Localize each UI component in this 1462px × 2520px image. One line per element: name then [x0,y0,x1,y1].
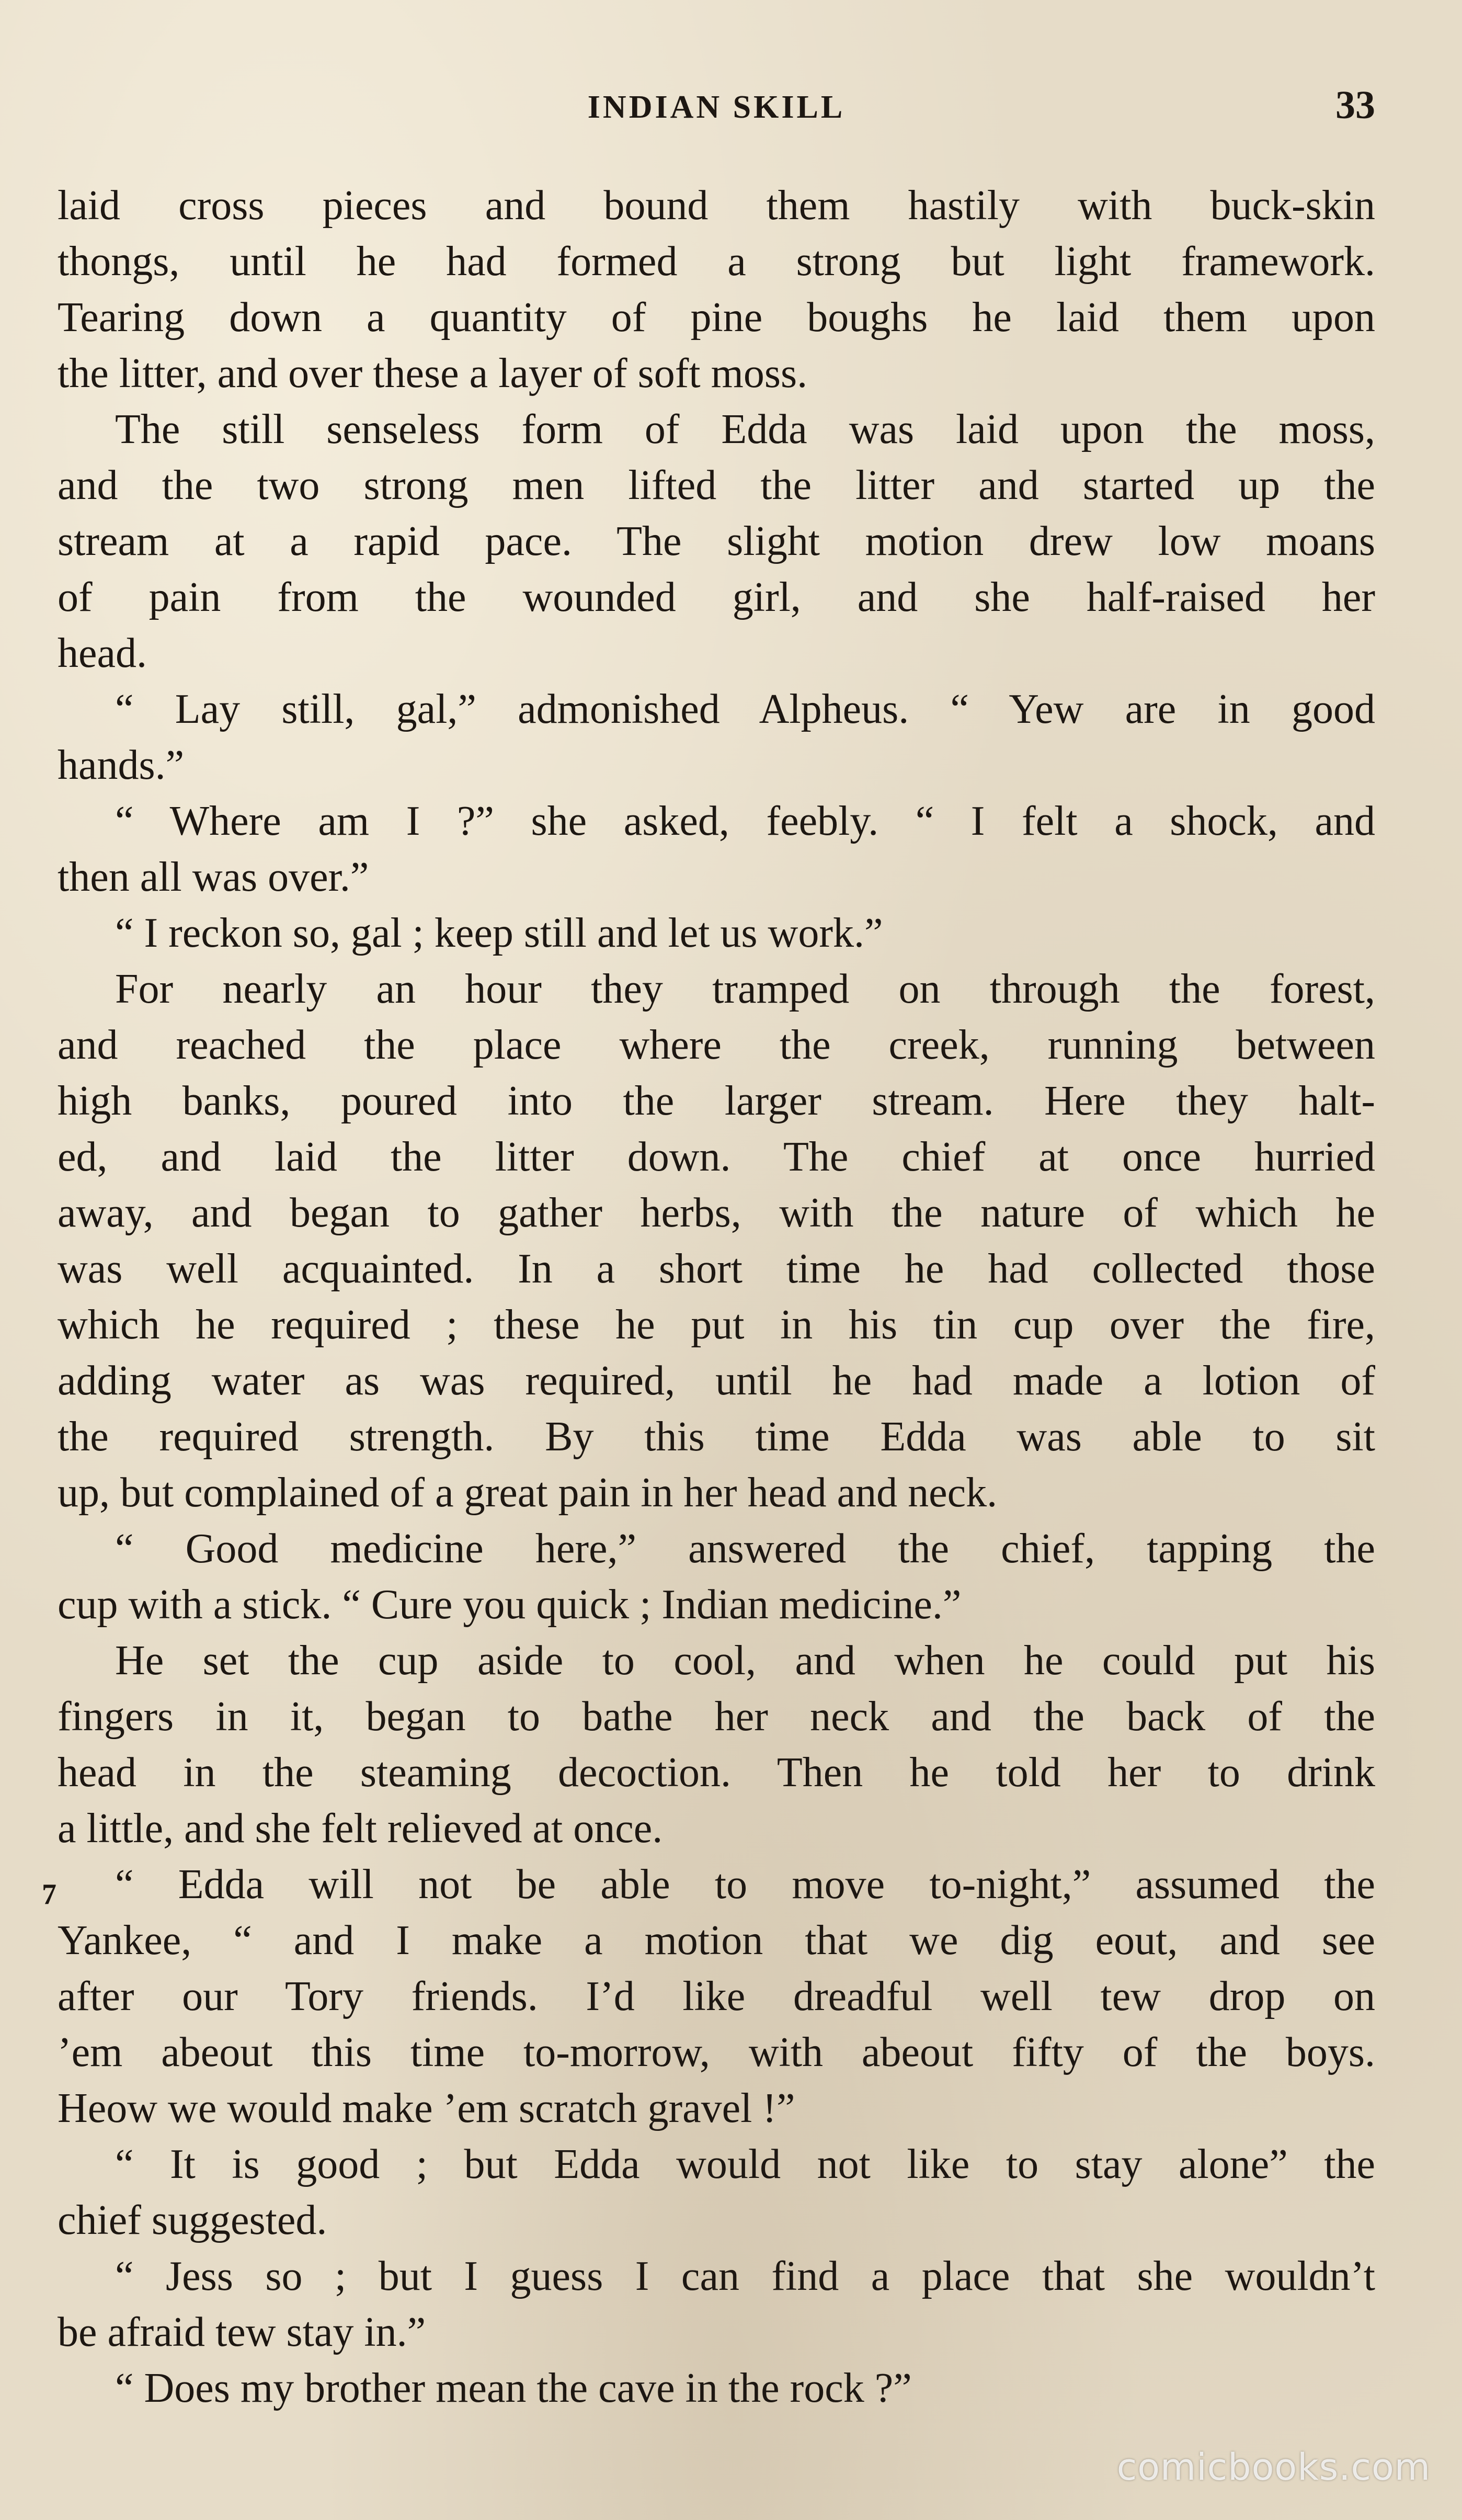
text-line: “ It is good ; but Edda would not like to stay alone” the [115,2141,1375,2187]
text-line: The still senseless form of Edda was laid upon the moss, [115,406,1375,452]
text-line: thongs, until he had formed a strong but light framework. [58,239,1375,285]
text-line: then all was over.” [58,854,369,900]
page-number: 33 [1335,83,1375,127]
text-line: Tearing down a quantity of pine boughs he laid them upon [58,294,1375,340]
watermark-logo: comicbooks.com [1116,2446,1431,2489]
text-line: head. [58,630,147,676]
body-text [58,178,1375,2416]
text-line: hands.” [58,742,185,788]
text-line: up, but complained of a great pain in her head and neck. [58,1470,998,1516]
text-line: chief suggested. [58,2197,327,2243]
text-line: “ Where am I ?” she asked, feebly. “ I felt a shock, and [115,798,1375,844]
text-line: “ Lay still, gal,” admonished Alpheus. “ Yew are in good [115,686,1375,732]
text-line: of pain from the wounded girl, and she half-raised her [58,574,1375,620]
text-line: the required strength. By this time Edda was able to sit [58,1414,1375,1460]
text-line: ’em abeout this time to-morrow, with abeout fifty of the boys. [58,2029,1375,2075]
margin-mark: 7 [42,1878,56,1911]
text-line: which he required ; these he put in his tin cup over the fire, [58,1302,1375,1348]
text-line: adding water as was required, until he had made a lotion of [58,1358,1375,1404]
text-line: was well acquainted. In a short time he had collected those [58,1246,1375,1292]
text-line: “ Jess so ; but I guess I can find a place that she wouldn’t [115,2253,1375,2299]
text-line: laid cross pieces and bound them hastily with buck-skin [58,183,1375,229]
text-line: high banks, poured into the larger stream. Here they halt- [58,1078,1375,1124]
text-line: fingers in it, began to bathe her neck and the back of the [58,1694,1375,1740]
text-line: Heow we would make ’em scratch gravel !” [58,2085,795,2131]
text-line: and the two strong men lifted the litter and started up the [58,462,1375,508]
text-line: head in the steaming decoction. Then he told her to drink [58,1750,1375,1796]
text-line: a little, and she felt relieved at once. [58,1806,663,1852]
running-title: INDIAN SKILL [587,89,846,125]
text-line: be afraid tew stay in.” [58,2309,426,2355]
text-line: “ Edda will not be able to move to-night,” assumed the [115,1861,1375,1908]
text-line: “ Does my brother mean the cave in the rock ?” [115,2365,912,2411]
text-line: Yankee, “ and I make a motion that we dig eout, and see [58,1917,1375,1963]
text-line: after our Tory friends. I’d like dreadful well tew drop on [58,1973,1375,2019]
text-line: He set the cup aside to cool, and when he could put his [115,1638,1375,1684]
text-line: For nearly an hour they tramped on through the forest, [115,966,1375,1012]
text-line: “ Good medicine here,” answered the chief, tapping the [115,1526,1375,1572]
text-line: stream at a rapid pace. The slight motion drew low moans [58,518,1375,564]
text-line: away, and began to gather herbs, with the nature of which he [58,1190,1375,1236]
page-header [58,78,1375,136]
text-line: the litter, and over these a layer of soft moss. [58,350,808,396]
text-line: ed, and laid the litter down. The chief at once hurried [58,1134,1375,1180]
text-line: cup with a stick. “ Cure you quick ; Indian medicine.” [58,1582,962,1628]
text-line: “ I reckon so, gal ; keep still and let us work.” [115,910,883,956]
text-line: and reached the place where the creek, running between [58,1022,1375,1068]
